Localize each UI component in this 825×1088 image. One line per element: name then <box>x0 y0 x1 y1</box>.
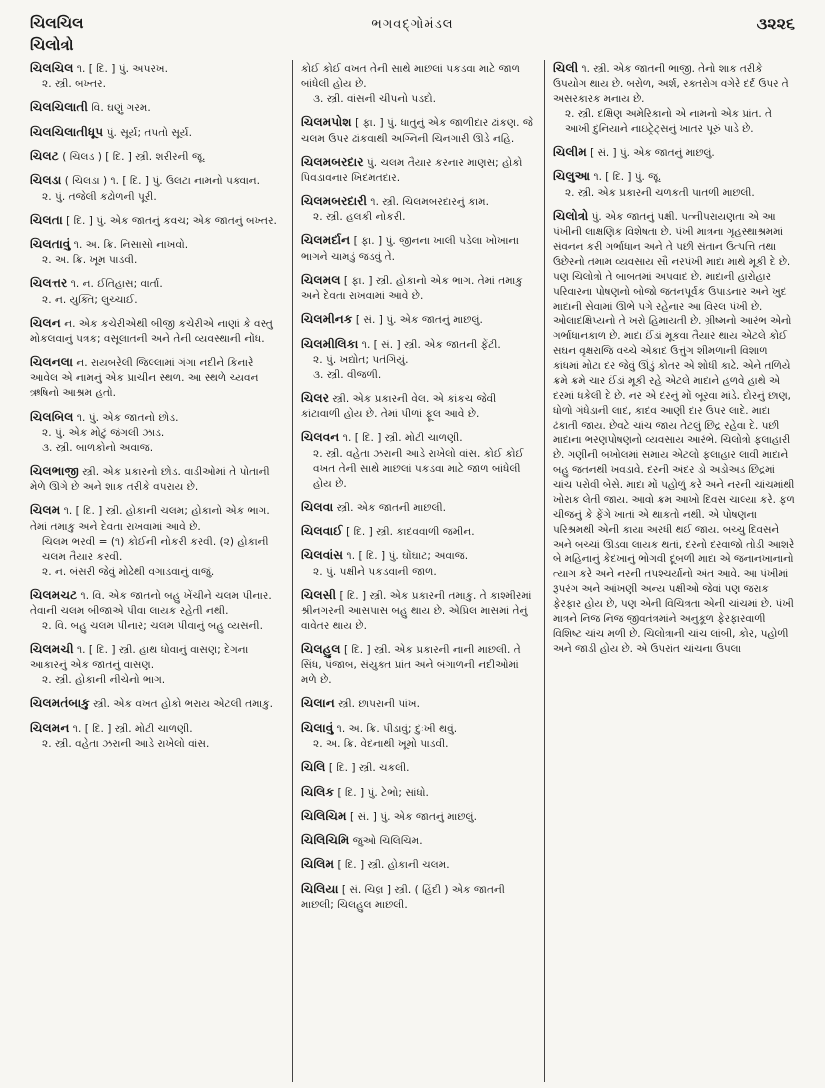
book-title: ભગવદ્ગોમંડલ <box>371 17 454 32</box>
entry-headword: ચિલબિલ <box>30 409 74 424</box>
entry-definition: [ સં. ચિલ્ર ] સ્ત્રી. ( હિંદી ) એક જાતની માછલી; ચિલહુલ માછલી. <box>301 883 505 912</box>
dictionary-entry <box>30 695 284 712</box>
entry-definition: ૧. અ. ક્રિ. નિસાસો નાખવો. <box>73 239 189 252</box>
dictionary-entry <box>301 695 536 712</box>
entry-headword: ચિલમતંબાકુ <box>30 696 90 711</box>
entry-definition: ૧. વિ. એક જાતનો બહુ ખેંચીને ચલમ પીનાર. તેવાની ચલમ બીજાએ પીવા લાયક રહેતી નથી. <box>30 589 272 618</box>
entry-definition: ૧. સ્ત્રી. ચિલમબરદારનું કામ. <box>370 196 490 209</box>
entry-definition: [ સં. ] પું. એક જાતનું માછલું. <box>349 810 477 823</box>
dictionary-entry <box>30 641 284 688</box>
entry-headword: ચિલિયા <box>301 881 339 896</box>
dictionary-entry <box>553 208 795 657</box>
entry-definition: ૧. [ દિ. ] સ્ત્રી. હોકાની ચલમ; હોકાનો એક ભાગ. તેમાં તમાકુ અને દેવતા રાખવામાં આવે છે. <box>30 505 270 533</box>
entry-sense: ચિલમ ભરવી = (૧) કોઈની નોકરી કરવી. (૨) હોકાની ચલમ તૈયાર કરવી. <box>42 535 269 563</box>
entry-definition: [ ફા. ] સ્ત્રી. હોકાનો એક ભાગ. તેમાં તમાકુ અને દેવતા રાખવામાં આવે છે. <box>301 274 523 303</box>
entry-sense: ૨. પું. તજેલી કઢોળની પૂરી. <box>42 190 157 203</box>
entry-sense: ૨. સ્ત્રી. દક્ષિણ અમેરિકાનો એ નામનો એક પ્રાંત. તે આખી દુનિયાને નાઇટ્રેટ્સનું ખાતર પૂરું પાડે છે. <box>565 108 772 136</box>
page-number: ૩૨૨૬ <box>756 14 795 33</box>
entry-definition: સ્ત્રી. એક પ્રકારની વેલ. એ કાંકચ જેવી કાંટાવાળી હોય છે. તેમાં પીળાં ફૂલ આવે છે. <box>301 392 497 421</box>
entry-sense: ૨. સ્ત્રી. એક પ્રકારની ચળકતી પાતળી માછલી. <box>565 186 755 199</box>
entry-headword: ચિલમચી <box>30 642 74 657</box>
dictionary-entry <box>301 832 536 849</box>
entry-definition: ૧. પું. એક જાતનો છોડ. <box>76 411 179 424</box>
entry-sense: ૨. વિ. બહુ ચલમ પીનાર; ચલમ પીવાનું બહુ વ્યસની. <box>42 620 263 633</box>
entry-sense: ૨. પું. ખદ્યોત; પતંગિયું. <box>313 353 409 366</box>
dictionary-entry <box>553 144 795 161</box>
dictionary-entry <box>301 547 536 579</box>
entry-headword: ચિલિમ <box>301 857 335 872</box>
entry-headword: ચિલવાંસ <box>301 548 344 563</box>
entry-sense: ૨. સ્ત્રી. વહેતા ઝરાની આડે રાખેલો વાંસ. <box>42 738 210 751</box>
dictionary-entry <box>301 193 536 225</box>
dictionary-entry <box>30 236 284 268</box>
dictionary-entry <box>301 232 536 264</box>
dictionary-entry <box>30 148 284 165</box>
dictionary-entry <box>301 390 536 422</box>
entry-definition: ૧. [ સં. ] સ્ત્રી. એક જાતની ફેંટી. <box>361 338 501 351</box>
entry-definition: જુઓ ચિલિચિમ. <box>352 835 423 848</box>
dictionary-entry <box>301 60 536 107</box>
entry-headword: ચિલુઆ <box>553 169 591 184</box>
dictionary-entry <box>30 502 284 579</box>
dictionary-entry <box>301 587 536 634</box>
entry-definition: વિ. ઘણું ગરમ. <box>91 102 151 115</box>
column-2 <box>292 60 544 1082</box>
entry-headword: ચિલવાઈ <box>301 524 343 539</box>
entry-headword: ચિલિચિમિ <box>301 833 350 848</box>
dictionary-entry <box>30 212 284 229</box>
dictionary-entry <box>301 429 536 491</box>
entry-headword: ચિલમબરદાર <box>301 154 364 169</box>
dictionary-entry <box>30 124 284 141</box>
entry-definition: સ્ત્રી. એક પ્રકારનો છોડ. વાડીઓમાં તે પોતાની મેળે ઊગે છે અને શાક તરીકે વપરાય છે. <box>30 465 270 494</box>
entry-headword: ચિલમીનક <box>301 312 353 327</box>
entry-headword: ચિલવા <box>301 499 334 514</box>
entry-headword: ચિલમપોશ <box>301 115 352 130</box>
entry-headword: ચિલી <box>553 61 579 75</box>
entry-headword: ચિલહુલ <box>301 642 341 657</box>
entry-definition: ૧. [ દિ. ] પું. જૂ. <box>593 171 662 184</box>
dictionary-entry <box>553 60 795 137</box>
entry-sense: ૩. સ્ત્રી. વાંસની ચીપનો પડદો. <box>313 93 436 106</box>
entry-sense: ૨. ન. બંસરી જેવું મોઢેથી વગાડવાનું વાજું. <box>42 565 215 578</box>
page-header <box>30 14 795 58</box>
entry-definition: ૧. સ્ત્રી. એક જાતની ભાજી. તેનો શાક તરીકે ઉપયોગ થાય છે. બરોળ, અર્શ, રક્તરોગ વગેરે દર્દ ઉપર તે અસરકારક મનાય છે. <box>553 63 789 106</box>
entry-definition: [ દિ. ] સ્ત્રી. એક પ્રકારની તમાકુ. તે કાશ્મીરમાં શ્રીનગરની આસપાસ બહુ થાય છે. એપ્રિલ માસમાં તેનું વાવેતર થાય છે. <box>301 589 532 633</box>
guide-word-first: ચિલચિલ <box>30 14 84 32</box>
entry-headword: ચિલન <box>30 315 61 330</box>
dictionary-entry <box>301 759 536 776</box>
dictionary-entry <box>30 720 284 752</box>
dictionary-entry <box>301 808 536 825</box>
dictionary-entry <box>301 114 536 146</box>
dictionary-entry <box>301 856 536 873</box>
entry-definition: ૧. [ દિ. ] સ્ત્રી. હાથ ધોવાનું વાસણ; દેગના આકારનું એક જાતનું વાસણ. <box>30 644 249 672</box>
entry-definition: [ દિ. ] સ્ત્રી. એક પ્રકારની નાની માછલી. તે સિંધ, પંજાબ, સંયુક્ત પ્રાંત અને બંગાળની નદીઓમાં મળે છે. <box>301 644 521 687</box>
dictionary-entry <box>30 60 284 92</box>
entry-sense: ૩. સ્ત્રી. બાળકોનો અવાજ. <box>42 441 154 454</box>
entry-headword: ચિલમચટ <box>30 587 78 602</box>
dictionary-entry <box>301 784 536 801</box>
column-1 <box>30 60 292 1082</box>
entry-sense: ૨. અ. ક્રિ. વેદનાથી ખૂમો પાડવી. <box>313 738 449 751</box>
entry-headword: ચિલસી <box>301 587 337 602</box>
entry-headword: ચિલાવું <box>301 720 334 735</box>
entry-definition: [ ફા. ] પું. જીનના ખાલી પડેલા ખોખાના ભાગને ચામડું જડવું તે. <box>301 235 519 263</box>
entry-definition: પું. સૂર્ય; તપતો સૂર્ય. <box>106 126 192 139</box>
dictionary-entry <box>301 499 536 516</box>
entry-headword: ચિલતા <box>30 212 63 227</box>
dictionary-entry <box>301 311 536 328</box>
entry-definition: ૧. [ દિ. ] પું. ઘોંઘાટ; અવાજ. <box>346 550 469 563</box>
entry-headword: ચિલાન <box>301 696 335 711</box>
entry-headword: ચિલમબરદારી <box>301 194 367 209</box>
entry-headword: ચિલીમ <box>553 144 587 159</box>
entry-headword: ચિલિચિમ <box>301 808 347 823</box>
dictionary-entry <box>30 587 284 634</box>
guide-word-last: ચિલોત્રો <box>30 36 74 54</box>
entry-definition: ૧. ન. ઈતિહાસ; વાર્તા. <box>70 278 163 291</box>
entry-sense: ૨. અ. ક્રિ. ખૂમ પાડવી. <box>42 254 138 267</box>
entry-headword: ચિલડા <box>30 173 62 188</box>
entry-headword: ચિલોત્રો <box>553 208 589 223</box>
entry-sense: ૨. સ્ત્રી. વહેતા ઝરાની આડે રાખેલો વાંસ. કોઈ કોઈ વખત તેની સાથે માછલાં પકડવા માટે જાળ બાંધેલી હોય છે. <box>313 447 524 490</box>
dictionary-entry <box>301 272 536 304</box>
dictionary-entry <box>30 354 284 401</box>
entry-headword: ચિલનલા <box>30 355 73 370</box>
dictionary-entry <box>30 409 284 456</box>
entry-headword: ચિલત્તર <box>30 276 68 291</box>
dictionary-entry <box>301 523 536 540</box>
entry-headword: ચિલમન <box>30 720 70 735</box>
entry-headword: ચિલર <box>301 390 330 405</box>
entry-definition: ૧. [ દિ. ] સ્ત્રી. મોટી ચાળણી. <box>342 432 463 445</box>
entry-sense: ૨. પું. પક્ષીને પકડવાની જાળ. <box>313 565 437 578</box>
entry-headword: ચિલમીલિકા <box>301 336 359 351</box>
entry-definition: ન. રાયબરેલી જિલ્લામાં ગંગા નદીને કિનારે આવેલ એ નામનું એક પ્રાચીન સ્થળ. આ સ્થળે ચ્યવન ઋષિનો આશ્રમ હતો. <box>30 357 259 400</box>
entry-definition: [ ફા. ] પું. ધાતુનું એક જાળીદાર ઢાંકણ. જે ચલમ ઉપર ઢાંકવાથી અગ્નિની ચિનગારી ઊડે નહિ. <box>301 117 533 145</box>
entry-headword: ચિલટ <box>30 149 59 164</box>
dictionary-columns <box>30 60 795 1082</box>
entry-definition: ૧. [ દિ. ] સ્ત્રી. મોટી ચાળણી. <box>72 722 193 735</box>
entry-definition: સ્ત્રી. એક વખત હોકો ભરાય એટલી તમાકુ. <box>93 698 274 711</box>
entry-definition: પું. એક જાતનું પક્ષી. પત્નીપરાયણતા એ આ પંખીની લાક્ષણિક વિશેષતા છે. પંખી માત્રના ગૃહસ્થાશ્રમમાં સંવનન કરી ગર્ભાધાન અને તે પછી સંતાન ઉત્પત્તિ તથા ઉછેરનો તમામ વ્યવસાય સૌ નરપંખી માદા માથે મૂકી દે છે. પણ ચિલોત્રો તે બાબતમાં અપવાદ છે. માદાની હારોહાર પરિવારના પોષણનો બોજો જતનપૂર્વક ઉપાડનાર અને ખુદ માદાની સેવામાં ઊભે પગે રહેનાર આ વિરલ પંખી છે. ઓલાદક્ષિપ્યનો તે ખરો હિમાયતી છે. ગ્રીષ્મનો આરંભ એનો ગર્ભાધાનકાળ છે. માદા ઈંડાં મૂકવા તૈયાર થાય એટલે કોઈ સઘન વૃક્ષરાજિ વચ્ચે એકાદ ઉત્તુંગ શીમળાની વિશાળ કાંધમાં મોટા દર જેવું ઊંડું કોતર એ શોધી કાઢે. એને તળિયે ક્રમે ક્રમે ચાર ઈંડાં મૂકી રહે એટલે માદાને હળવે હાથે એ દરમાં ધકેલી દે છે. નર એ દરનું મોં બૂરવા માંડે. દોરનું છાણ, ધોળો ગંધેડાની લાદ, કાદવ આણી દાર ઉપર લાદે. માદા ઢંકાતી જાય. છેવટે ચાંચ જાય તેટલું છિદ્ર રહેવા દે. પછી માદાના ભરણપોષણનો વ્યવસાય આરંભે. ચિલોત્રો ફલાહારી છે. ગણીની બખોલમાં સમાય એટલો ફલાહાર લાવી માદાને બહુ જતનથી ખવડાવે. દરની અંદર ડો અડોઅડ છિદ્રમાં ચાંચ પરોવી બેસે. માદા મોં પહોળું કરે અને નરની ચાંચમાંથી ખોરાક લેતી જાય. આવો ક્રમ આખો દિવસ ચાલ્યા કરે. ફળ ચીજનું કે ફેંગે ખાતાં એ થાકતો નથી. એ પોષણના પરિશ્રમથી એની કાયા અરધી થઈ જાય. બચ્ચુ દિવસને અને બચ્ચાં ઊડવા લાયક થતાં, દરનો દરવાજો તોડી આશરે બે મહિનાનું કેદખાનું ભોગવી દૂબળી માદા એ જનાનખાનાનો ત્યાગ કરે અને નરની તપશ્ચર્યાનો અંત આવે. આ પંખીમાં રૂપરંગ અને આંખણી અન્ય પક્ષીઓ જેવાં પણ જરાક ફેરફાર હોય છે, પણ એની વિચિત્રતા એની ચાંચમાં છે. પંખી માત્રને નિજ નિજ જીવતંત્રમાંને અનુકૂળ ફેરફારવાળી વિશિષ્ટ ચાંચ મળી છે. ચિલોત્રાની ચાંચ લાંબી, કોર, પહોળી અને જાડી હોય છે. એ ઉપરાંત ચાંચના ઉપલા <box>553 210 795 655</box>
entry-sense: ૨. સ્ત્રી. હલકી નોકરી. <box>313 211 406 224</box>
entry-headword: ચિલચિલ <box>30 61 74 75</box>
entry-definition: સ્ત્રી. એક જાતની માછલી. <box>336 501 446 514</box>
entry-definition: [ સં. ] પું. એક જાતનું માછલું. <box>355 314 483 327</box>
entry-definition: [ દિ. ] સ્ત્રી. ચકલી. <box>328 762 410 775</box>
entry-headword: ચિલવન <box>301 430 340 445</box>
entry-definition: પું. ચલમ તૈયાર કરનાર માણસ; હોકો પિવડાવનાર ખિદમતદાર. <box>301 156 523 185</box>
entry-sense: ૨. સ્ત્રી. હોકાની નીચેનો ભાગ. <box>42 674 166 687</box>
dictionary-entry <box>301 641 536 688</box>
dictionary-entry <box>30 99 284 116</box>
entry-headword: ચિલચિલાતીધૂપ <box>30 124 104 139</box>
entry-headword: ચિલિ <box>301 760 326 775</box>
dictionary-entry <box>30 315 284 347</box>
entry-headword: ચિલિક <box>301 784 335 799</box>
entry-definition: ન. એક કચેરીએથી બીજી કચેરીએ નાણાં કે વસ્તુ મોકલવાનું પત્રક; વસૂલાતની અને તેની વ્યવસ્થાની નોંધ. <box>30 317 273 346</box>
entry-sense: ૨. ન. યુક્તિ; લુચ્ચાઈ. <box>42 293 138 306</box>
entry-definition: ( ચિલડા ) ૧. [ દિ. ] પું. ઉલટા નામનો પક્વાન. <box>64 175 261 188</box>
dictionary-entry <box>30 463 284 495</box>
entry-sense: ૨. પું. એક મોટું જંગલી ઝાડ. <box>42 426 165 439</box>
entry-headword: ચિલમર્દાન <box>301 233 351 248</box>
entry-definition: [ દિ. ] પું. એક જાતનું કવચ; એક જાતનું બખ્તર. <box>66 214 277 227</box>
dictionary-entry <box>301 881 536 913</box>
entry-definition: કોઈ કોઈ વખત તેની સાથે માછલાં પકડવા માટે જાળ બાંધેલી હોય છે. <box>301 63 520 91</box>
entry-definition: ( ચિલડ ) [ દિ. ] સ્ત્રી. શરીરની જૂ. <box>62 151 206 164</box>
entry-sense: ૩. સ્ત્રી. વીજળી. <box>313 368 382 381</box>
entry-definition: [ સં. ] પું. એક જાતનું માછલું. <box>590 146 715 159</box>
dictionary-entry <box>301 720 536 752</box>
entry-headword: ચિલમલ <box>301 272 341 287</box>
entry-headword: ચિલતાવું <box>30 237 71 252</box>
dictionary-entry <box>301 154 536 186</box>
column-3 <box>544 60 795 1082</box>
entry-definition: [ દિ. ] સ્ત્રી. કાદવવાળી જમીન. <box>346 526 475 539</box>
entry-definition: ૧. [ દિ. ] પું. અપરખ. <box>76 63 169 75</box>
entry-definition: સ્ત્રી. છાપરાની પાંખ. <box>338 698 420 711</box>
entry-sense: ૨. સ્ત્રી. બખ્તર. <box>42 78 106 91</box>
dictionary-entry <box>301 336 536 383</box>
dictionary-entry <box>30 172 284 204</box>
entry-headword: ચિલભાજી <box>30 463 79 478</box>
dictionary-entry <box>30 275 284 307</box>
entry-definition: ૧. અ. ક્રિ. પીડાવું; દુઃખી થવું. <box>336 722 458 735</box>
entry-definition: [ દિ. ] પું. ટેભો; સાંધો. <box>337 786 429 799</box>
entry-headword: ચિલચિલાતી <box>30 100 88 115</box>
entry-headword: ચિલમ <box>30 503 61 518</box>
dictionary-entry <box>553 168 795 200</box>
entry-definition: [ દિ. ] સ્ત્રી. હોકાની ચલમ. <box>337 859 450 872</box>
